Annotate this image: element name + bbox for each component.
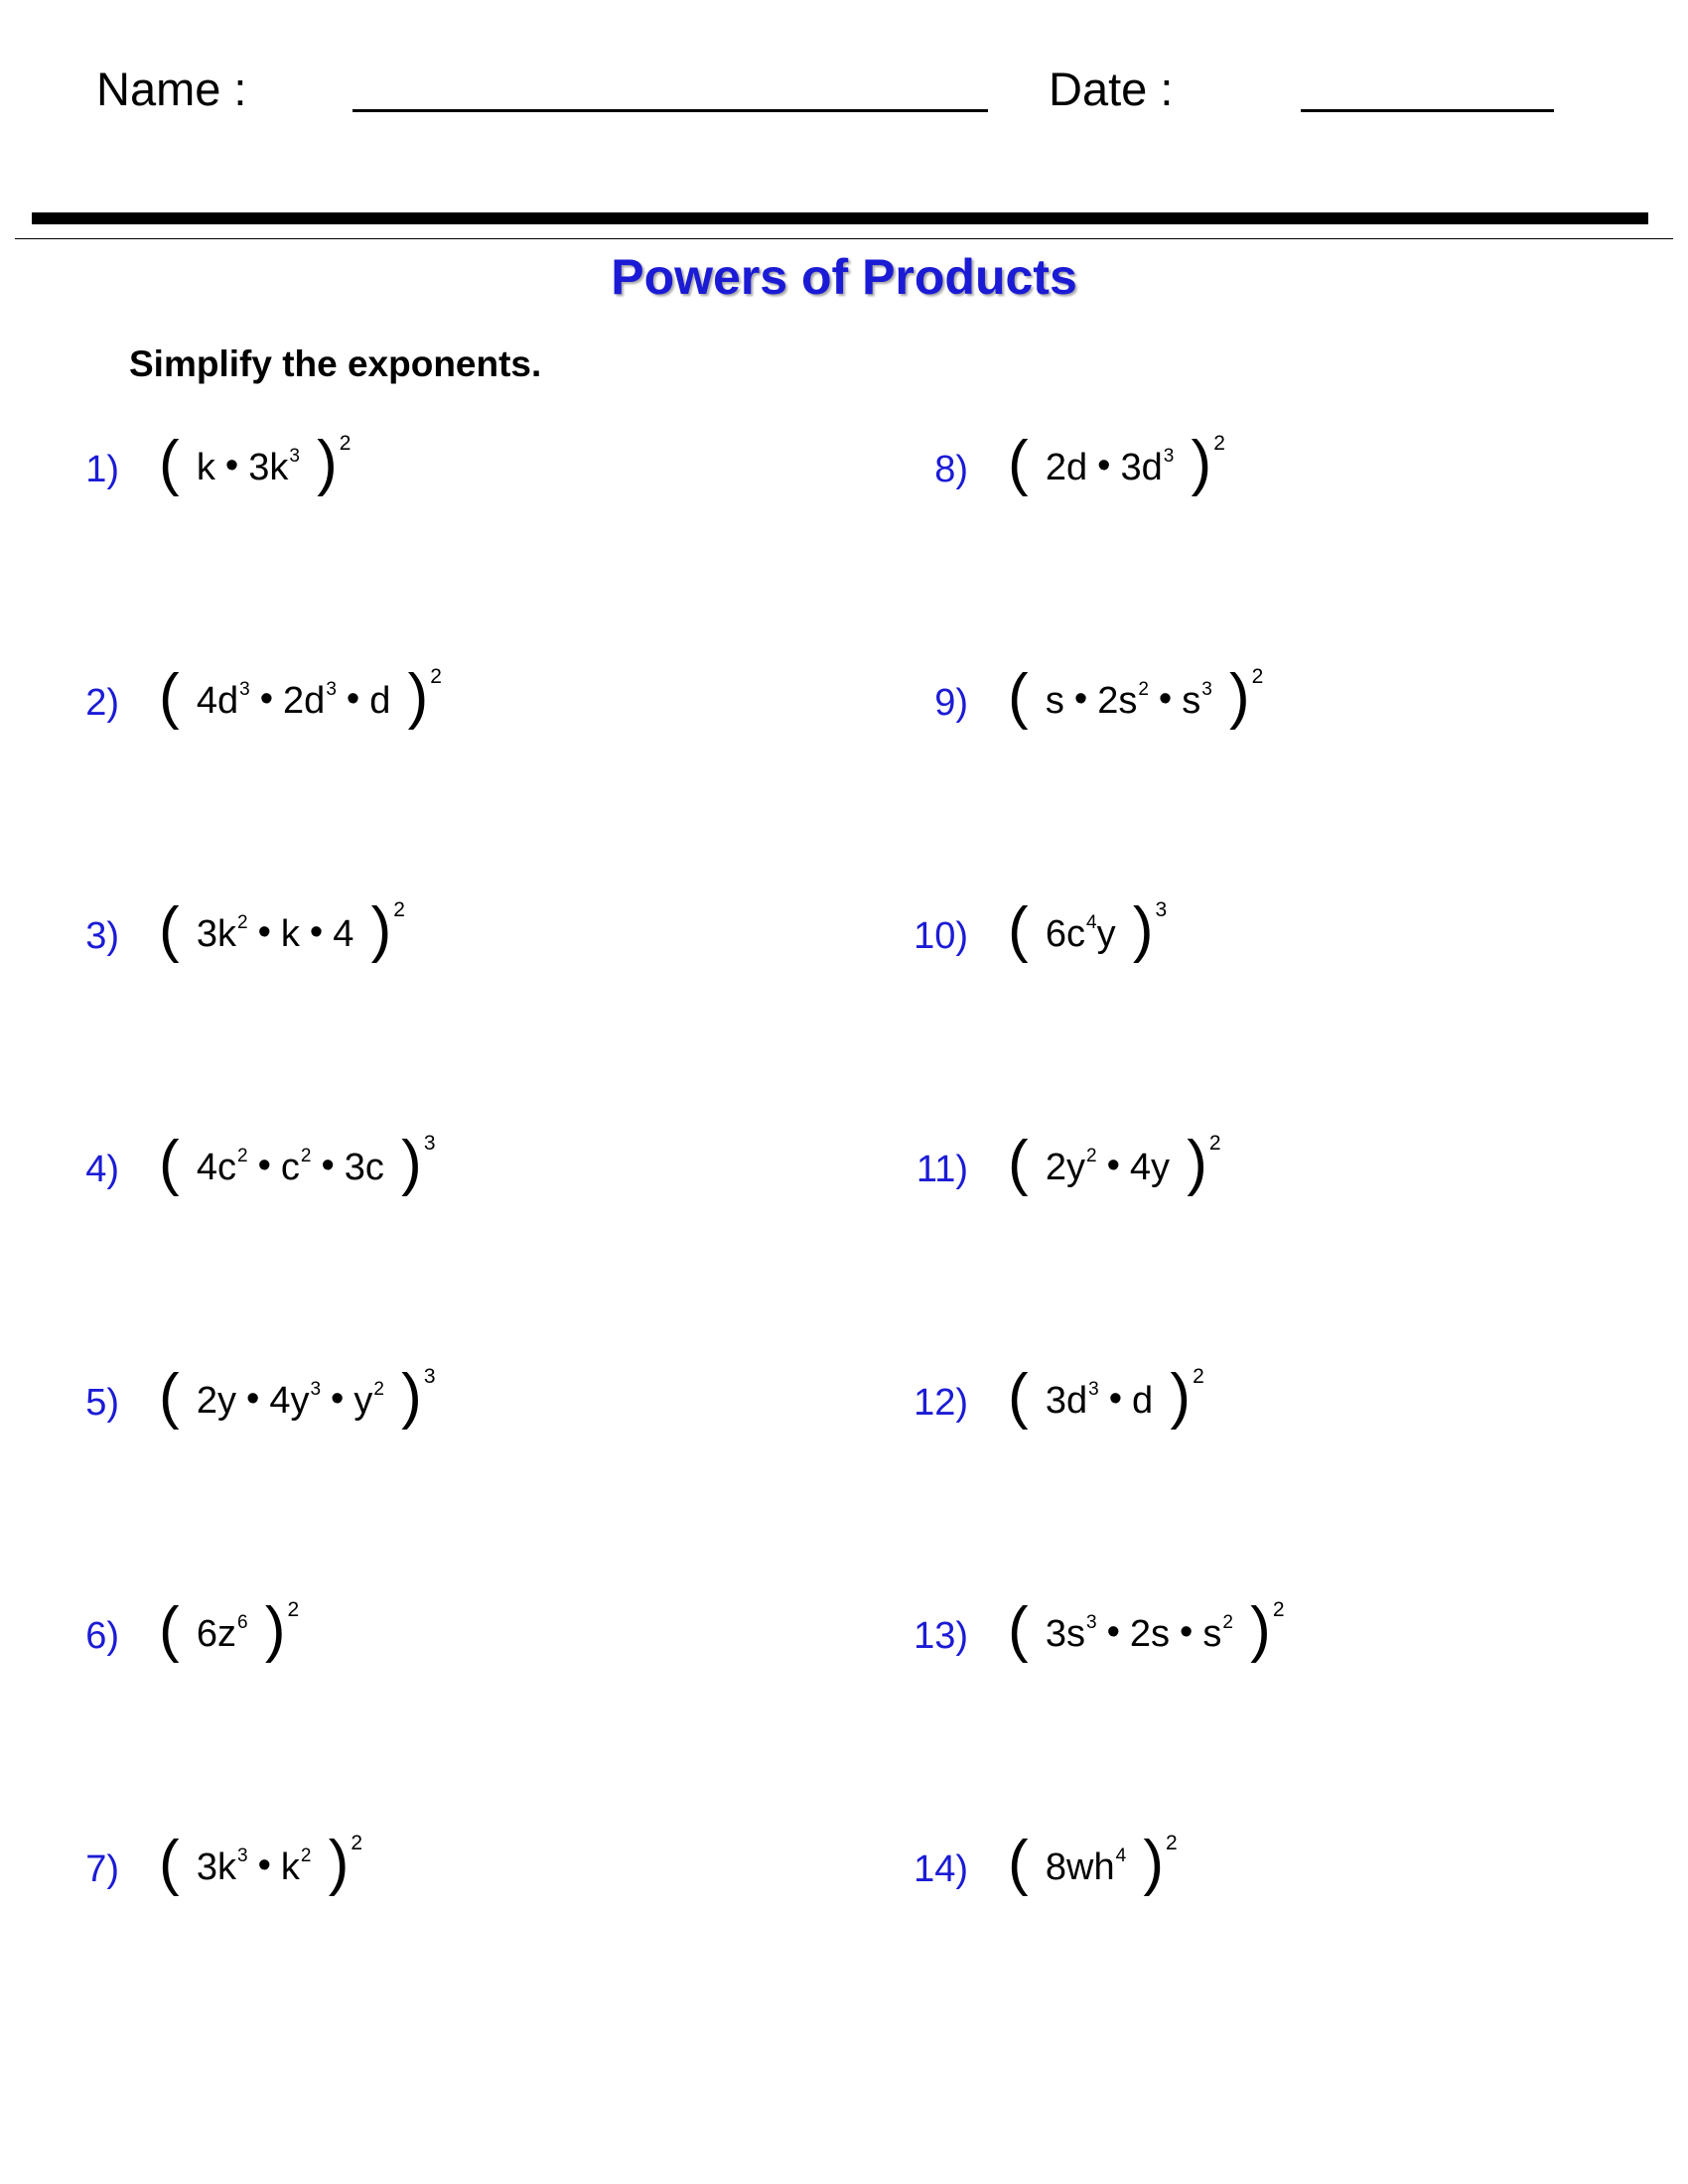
factor-exponent: 2 — [373, 1379, 384, 1400]
factor-exponent: 2 — [1222, 1612, 1233, 1633]
factor-exponent: 2 — [300, 1146, 312, 1166]
problem-item — [879, 429, 1673, 508]
factor-base: c — [280, 1147, 300, 1188]
factor-term — [1130, 1149, 1170, 1186]
factor-exponent: 3 — [1086, 1612, 1097, 1633]
problem-item — [879, 1829, 1673, 1908]
factor-base: 6c — [1045, 913, 1086, 955]
factor-term — [283, 679, 337, 722]
close-paren: ) — [353, 895, 392, 964]
header-thin-rule — [15, 238, 1673, 239]
factor-base: y — [353, 1380, 373, 1422]
close-paren: ) — [383, 1362, 422, 1431]
outer-exponent: 2 — [1193, 1365, 1204, 1388]
factor-base: 2y — [196, 1380, 237, 1422]
close-paren: ) — [1174, 429, 1212, 497]
open-paren: ( — [159, 895, 197, 964]
factor-term — [269, 1379, 322, 1422]
multiply-dot: • — [321, 1145, 335, 1187]
factor-base: 4y — [1129, 1147, 1171, 1188]
problem-expression — [159, 1129, 436, 1198]
outer-exponent: 3 — [1155, 898, 1168, 921]
outer-exponent: 2 — [1272, 1598, 1285, 1621]
problem-expression — [1008, 1829, 1178, 1898]
problem-number: 4) — [85, 1149, 119, 1190]
factor-exponent: 4 — [1086, 912, 1097, 933]
outer-exponent: 2 — [1208, 1132, 1221, 1155]
date-label: Date : — [1049, 63, 1174, 115]
open-paren: ( — [159, 1362, 197, 1431]
factor-term — [1046, 449, 1087, 486]
problem-expression — [1008, 1595, 1285, 1665]
factor-term — [1045, 1612, 1097, 1655]
multiply-dot: • — [246, 1378, 260, 1421]
factor-base: s — [1202, 1613, 1222, 1655]
factor-term — [248, 446, 300, 488]
factor-term — [369, 682, 390, 720]
problem-number: 12) — [914, 1382, 968, 1424]
close-paren: ) — [1211, 662, 1250, 731]
factor-base: 3s — [1045, 1613, 1086, 1655]
outer-exponent: 2 — [430, 665, 442, 688]
factor-term — [1182, 679, 1212, 722]
open-paren: ( — [159, 1129, 197, 1197]
multiply-dot: • — [224, 445, 239, 487]
factor-exponent: 2 — [237, 1146, 248, 1166]
problem-expression — [159, 429, 352, 498]
factor-term — [345, 1149, 384, 1186]
factor-term — [1045, 1146, 1097, 1188]
factor-term — [197, 1382, 236, 1420]
outer-exponent: 2 — [393, 898, 405, 921]
factor-base: s — [1182, 680, 1201, 722]
factor-base: 3k — [248, 447, 289, 488]
multiply-dot: • — [1106, 1611, 1120, 1654]
factor-base: 4 — [333, 913, 354, 955]
close-paren: ) — [1115, 895, 1154, 964]
problem-item — [879, 1595, 1673, 1675]
factor-term — [1046, 682, 1064, 720]
factor-exponent: 3 — [1088, 1379, 1099, 1400]
problem-number: 6) — [85, 1615, 119, 1657]
multiply-dot: • — [346, 678, 360, 721]
factor-term — [1045, 912, 1116, 955]
problem-expression — [1008, 895, 1168, 965]
header-double-rule — [32, 212, 1648, 224]
multiply-dot: • — [1180, 1611, 1194, 1654]
factor-exponent: 3 — [1201, 679, 1212, 700]
problem-expression — [159, 662, 442, 732]
problem-expression — [159, 1829, 363, 1898]
outer-exponent: 2 — [287, 1598, 300, 1621]
factor-term — [281, 915, 300, 953]
problem-item — [30, 1362, 824, 1441]
factor-term — [197, 449, 215, 486]
problem-expression — [159, 1595, 300, 1665]
worksheet-instructions: Simplify the exponents. — [129, 343, 542, 384]
problem-expression — [159, 895, 405, 965]
open-paren: ( — [159, 662, 197, 731]
outer-exponent: 3 — [423, 1365, 436, 1388]
open-paren: ( — [1008, 1595, 1046, 1664]
problem-number: 14) — [914, 1848, 968, 1890]
open-paren: ( — [1008, 895, 1046, 964]
close-paren: ) — [1232, 1595, 1271, 1664]
date-blank-line — [1301, 109, 1554, 112]
factor-base: 2d — [1045, 447, 1088, 488]
factor-exponent: 2 — [1086, 1146, 1097, 1166]
outer-exponent: 2 — [1166, 1832, 1178, 1854]
factor-base: y — [1096, 913, 1116, 955]
factor-base: 2d — [283, 680, 326, 722]
multiply-dot: • — [1106, 1145, 1120, 1187]
outer-exponent: 2 — [339, 432, 352, 455]
factor-term — [1202, 1612, 1233, 1655]
close-paren: ) — [247, 1595, 286, 1664]
factor-base: d — [369, 680, 391, 722]
problem-item — [879, 895, 1673, 975]
factor-exponent: 6 — [237, 1612, 248, 1633]
open-paren: ( — [159, 1595, 197, 1664]
factor-exponent: 2 — [300, 1845, 312, 1866]
factor-exponent: 2 — [237, 912, 248, 933]
factor-term — [353, 1379, 384, 1422]
close-paren: ) — [299, 429, 338, 497]
factor-base: k — [280, 913, 300, 955]
problem-item — [879, 662, 1673, 742]
multiply-dot: • — [331, 1378, 345, 1421]
multiply-dot: • — [1108, 1378, 1123, 1421]
factor-base: 2y — [1045, 1147, 1086, 1188]
multiply-dot: • — [257, 1145, 271, 1187]
multiply-dot: • — [1097, 445, 1111, 487]
outer-exponent: 2 — [351, 1832, 363, 1854]
factor-base: s — [1045, 680, 1064, 722]
factor-exponent: 2 — [1138, 679, 1149, 700]
factor-base: k — [196, 447, 215, 488]
problem-expression — [1008, 662, 1264, 732]
problem-item — [30, 1829, 824, 1908]
factor-exponent: 3 — [1163, 446, 1175, 467]
problem-number: 9) — [934, 682, 968, 724]
open-paren: ( — [1008, 1129, 1046, 1197]
problem-expression — [159, 1362, 436, 1432]
open-paren: ( — [1008, 1829, 1046, 1897]
problem-item — [879, 1129, 1673, 1208]
problem-number: 1) — [85, 449, 119, 490]
multiply-dot: • — [257, 1844, 271, 1887]
factor-term — [196, 912, 248, 955]
factor-exponent: 3 — [289, 446, 300, 467]
outer-exponent: 2 — [1251, 665, 1264, 688]
factor-term — [1045, 1379, 1099, 1422]
problem-item — [30, 1595, 824, 1675]
problem-number: 5) — [85, 1382, 119, 1424]
problem-number: 3) — [85, 915, 119, 957]
close-paren: ) — [1153, 1362, 1192, 1431]
factor-term — [1132, 1382, 1153, 1420]
problem-number: 13) — [914, 1615, 968, 1657]
worksheet-title: Powers of Products — [611, 249, 1077, 305]
problem-item — [30, 1129, 824, 1208]
problem-item — [30, 895, 824, 975]
factor-exponent: 3 — [239, 679, 250, 700]
close-paren: ) — [1170, 1129, 1207, 1197]
factor-term — [1130, 1615, 1170, 1653]
multiply-dot: • — [1073, 678, 1088, 721]
problem-item — [879, 1362, 1673, 1441]
factor-base: 2s — [1097, 680, 1138, 722]
open-paren: ( — [159, 429, 197, 497]
factor-base: 3d — [1120, 447, 1163, 488]
factor-term — [280, 1845, 312, 1888]
open-paren: ( — [1008, 429, 1046, 497]
close-paren: ) — [1126, 1829, 1165, 1897]
problem-number: 7) — [85, 1848, 119, 1890]
problem-number: 10) — [914, 915, 968, 957]
outer-exponent: 3 — [423, 1132, 436, 1155]
factor-base: 4c — [196, 1147, 237, 1188]
factor-exponent: 3 — [326, 679, 337, 700]
problem-expression — [1008, 1362, 1204, 1432]
factor-term — [196, 1845, 248, 1888]
problem-item — [30, 662, 824, 742]
factor-base: 6z — [196, 1613, 237, 1655]
open-paren: ( — [1008, 662, 1046, 731]
close-paren: ) — [311, 1829, 350, 1897]
factor-term — [333, 915, 353, 953]
close-paren: ) — [390, 662, 429, 731]
factor-base: 8wh — [1045, 1846, 1115, 1888]
open-paren: ( — [1008, 1362, 1046, 1431]
factor-term — [280, 1146, 312, 1188]
factor-exponent: 3 — [237, 1845, 248, 1866]
multiply-dot: • — [257, 911, 271, 954]
outer-exponent: 2 — [1213, 432, 1225, 455]
multiply-dot: • — [309, 911, 324, 954]
open-paren: ( — [159, 1829, 197, 1897]
factor-base: 3c — [344, 1147, 384, 1188]
factor-base: 4y — [269, 1380, 310, 1422]
problem-number: 8) — [934, 449, 968, 490]
factor-term — [196, 1146, 248, 1188]
factor-term — [196, 679, 250, 722]
name-label: Name : — [96, 63, 247, 115]
factor-base: 3k — [196, 913, 237, 955]
factor-term — [1097, 679, 1149, 722]
problem-number: 2) — [85, 682, 119, 724]
factor-term — [196, 1612, 248, 1655]
problem-expression — [1008, 1129, 1221, 1198]
factor-exponent: 3 — [310, 1379, 322, 1400]
multiply-dot: • — [259, 678, 274, 721]
factor-term — [1120, 446, 1175, 488]
close-paren: ) — [383, 1129, 422, 1197]
problem-item — [30, 429, 824, 508]
factor-exponent: 4 — [1115, 1845, 1127, 1866]
factor-base: 3k — [196, 1846, 237, 1888]
problem-expression — [1008, 429, 1225, 498]
multiply-dot: • — [1158, 678, 1173, 721]
factor-base: 2s — [1129, 1613, 1171, 1655]
factor-base: k — [280, 1846, 300, 1888]
factor-base: d — [1132, 1380, 1154, 1422]
factor-base: 4d — [196, 680, 239, 722]
factor-term — [1045, 1845, 1127, 1888]
factor-base: 3d — [1045, 1380, 1088, 1422]
name-blank-line — [352, 109, 988, 112]
problem-number: 11) — [915, 1149, 968, 1190]
